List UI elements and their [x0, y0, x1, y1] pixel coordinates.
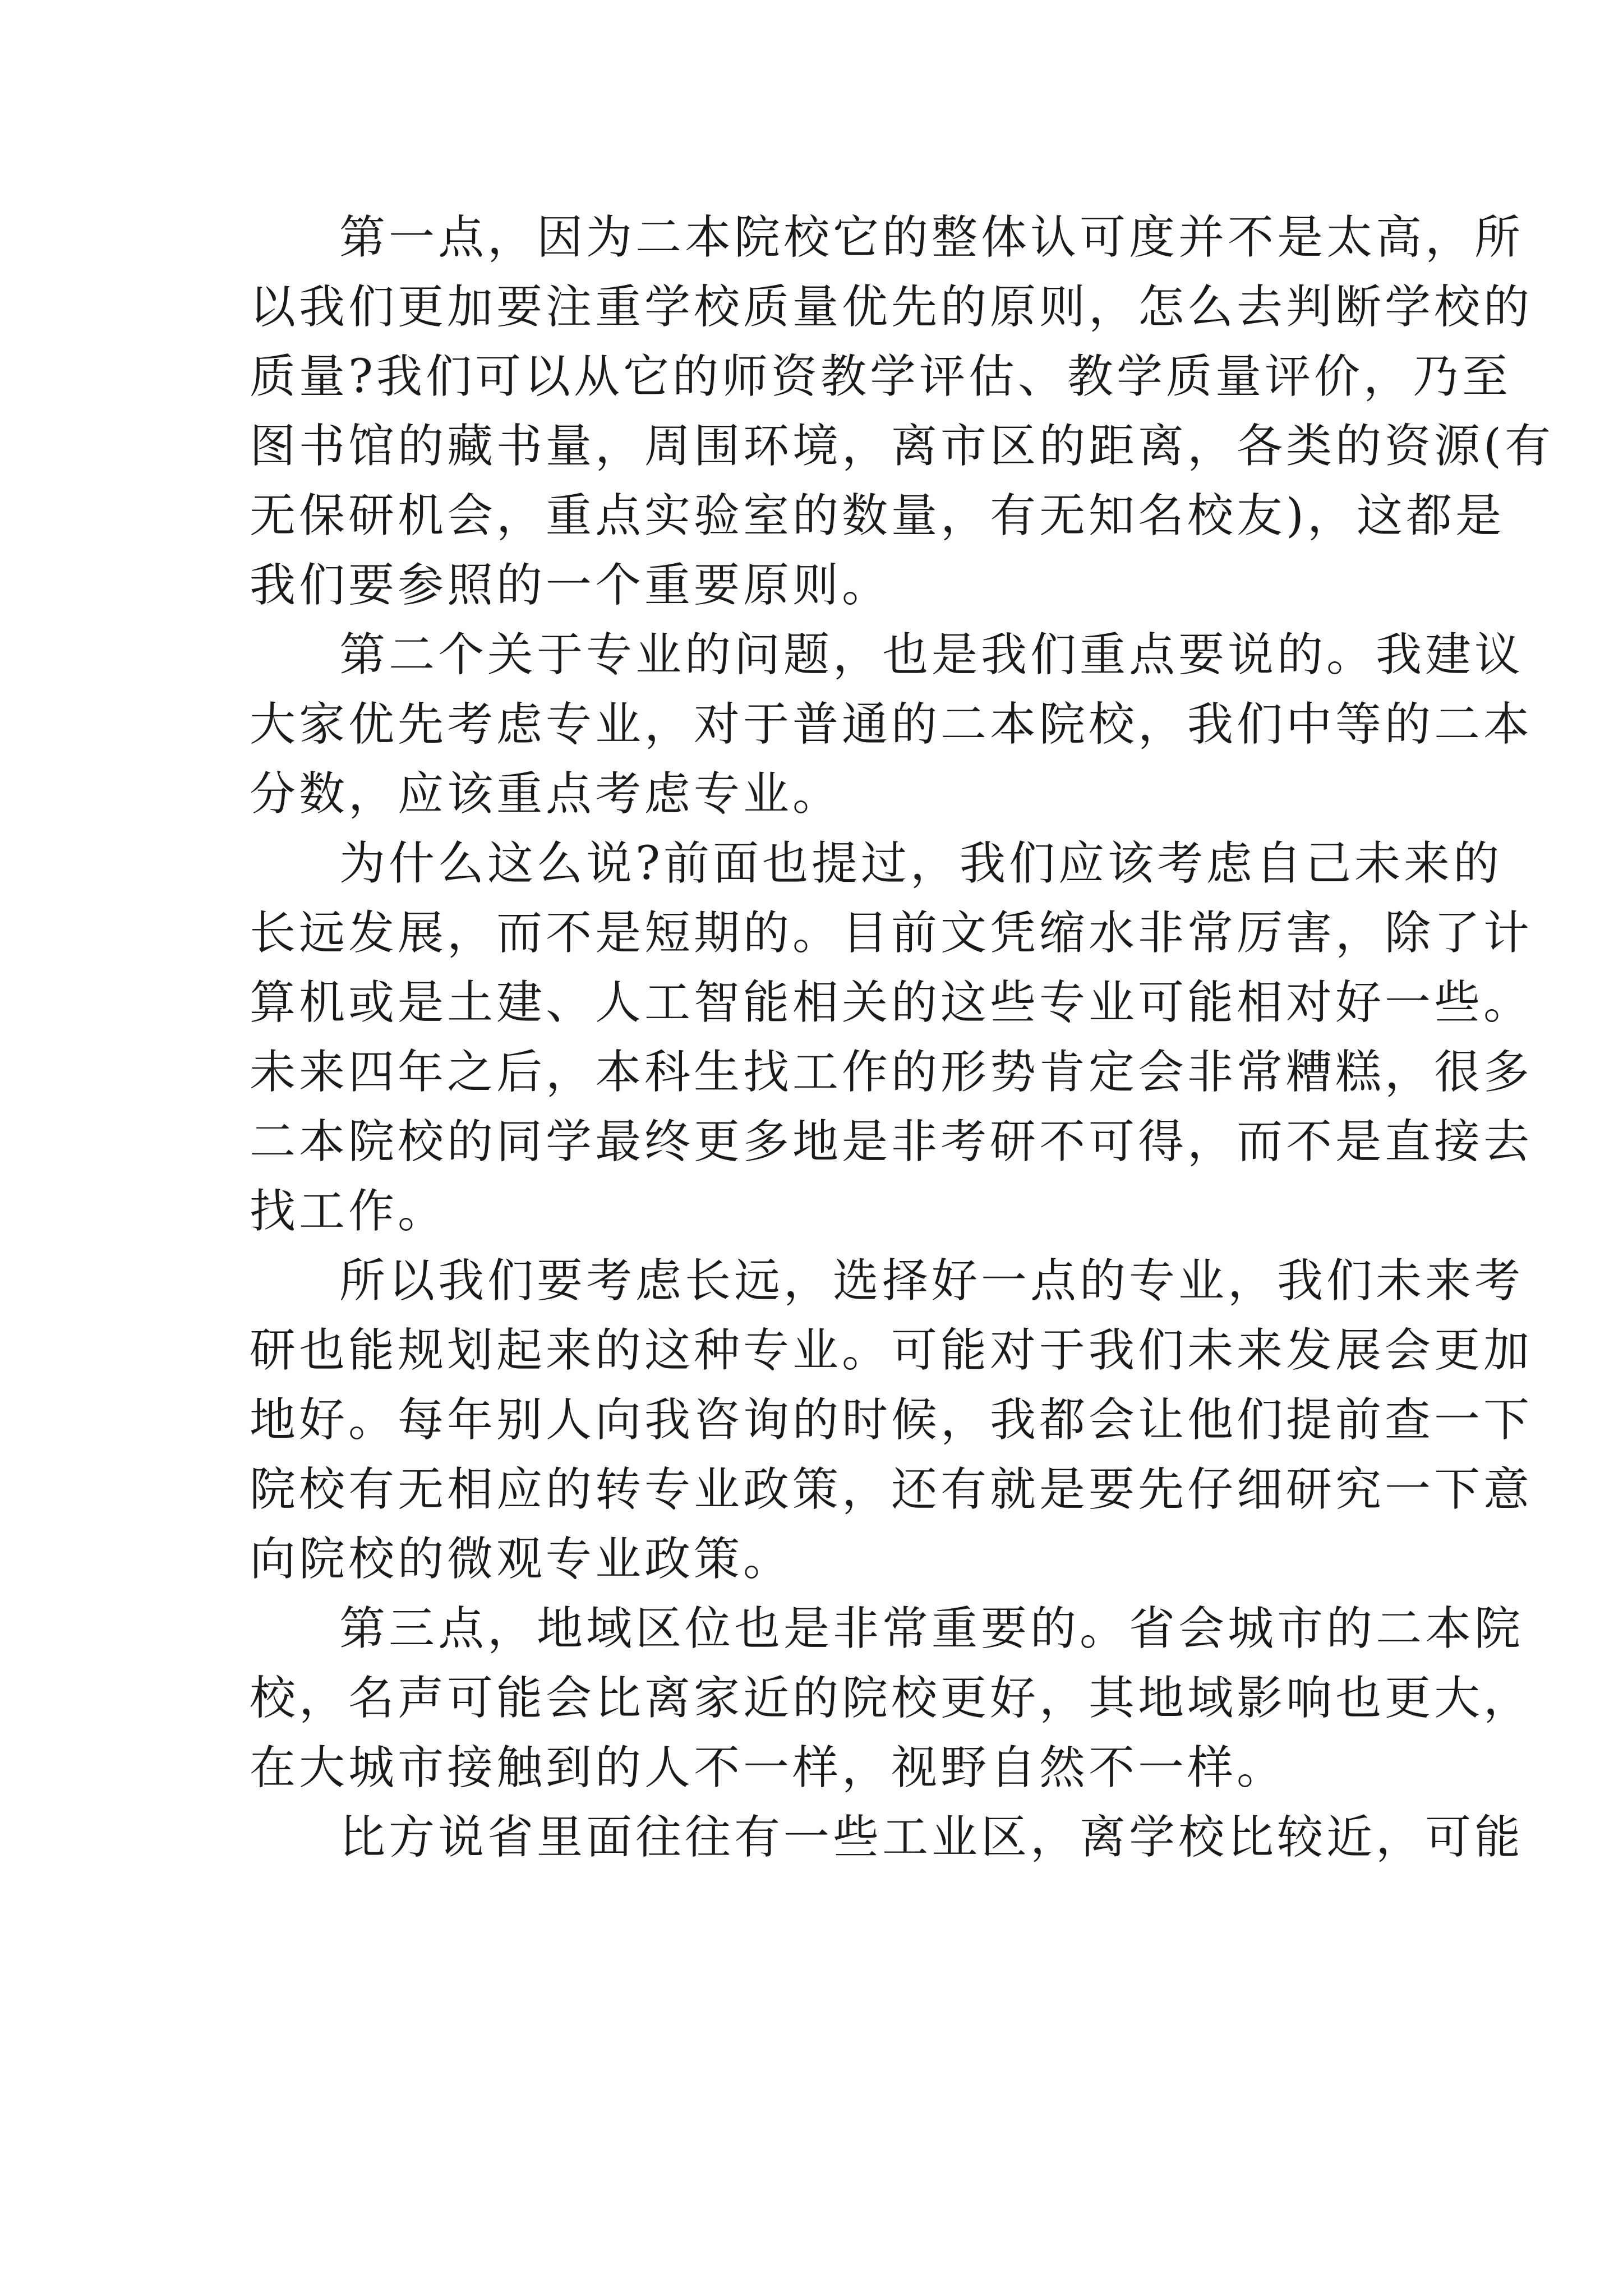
- text-line: 研也能规划起来的这种专业。可能对于我们未来发展会更加: [250, 1324, 1533, 1377]
- document-body: [250, 203, 1554, 1872]
- text-line: 无保研机会，重点实验室的数量，有无知名校友)，这都是: [250, 489, 1505, 542]
- paragraph: [250, 1246, 1533, 1594]
- text-line: 为什么这么说?前面也提过，我们应该考虑自己未来的: [339, 837, 1502, 890]
- text-line: 长远发展，而不是短期的。目前文凭缩水非常厉害，除了计: [250, 907, 1533, 960]
- text-line: 第二个关于专业的问题，也是我们重点要说的。我建议: [339, 628, 1524, 682]
- text-line: 地好。每年别人向我咨询的时候，我都会让他们提前查一下: [250, 1393, 1533, 1447]
- paragraph: [250, 620, 1533, 829]
- text-line: 校，名声可能会比离家近的院校更好，其地域影响也更大，: [250, 1672, 1533, 1725]
- text-line: 第三点，地域区位也是非常重要的。省会城市的二本院: [339, 1602, 1524, 1655]
- text-line: 算机或是土建、人工智能相关的这些专业可能相对好一些。: [250, 976, 1533, 1029]
- text-line: 二本院校的同学最终更多地是非考研不可得，而不是直接去: [250, 1115, 1533, 1168]
- text-line: 图书馆的藏书量，周围环境，离市区的距离，各类的资源(有: [250, 420, 1554, 473]
- text-line: 大家优先考虑专业，对于普通的二本院校，我们中等的二本: [250, 698, 1533, 751]
- paragraph: [250, 1803, 1524, 1872]
- text-line: 未来四年之后，本科生找工作的形势肯定会非常糟糕，很多: [250, 1046, 1533, 1099]
- text-line: 第一点，因为二本院校它的整体认可度并不是太高，所: [339, 211, 1524, 264]
- text-line: 比方说省里面往往有一些工业区，离学校比较近，可能: [339, 1811, 1524, 1864]
- text-line: 找工作。: [250, 1185, 448, 1238]
- paragraph: [250, 1594, 1533, 1803]
- text-line: 质量?我们可以从它的师资教学评估、教学质量评价，乃至: [250, 350, 1511, 403]
- text-line: 以我们更加要注重学校质量优先的原则，怎么去判断学校的: [250, 280, 1533, 334]
- text-line: 所以我们要考虑长远，选择好一点的专业，我们未来考: [339, 1254, 1524, 1308]
- paragraph: [250, 829, 1533, 1246]
- text-line: 向院校的微观专业政策。: [250, 1533, 793, 1586]
- paragraph: [250, 203, 1554, 620]
- text-line: 分数，应该重点考虑专业。: [250, 767, 842, 821]
- text-line: 我们要参照的一个重要原则。: [250, 559, 892, 612]
- text-line: 在大城市接触到的人不一样，视野自然不一样。: [250, 1741, 1287, 1795]
- text-line: 院校有无相应的转专业政策，还有就是要先仔细研究一下意: [250, 1463, 1533, 1516]
